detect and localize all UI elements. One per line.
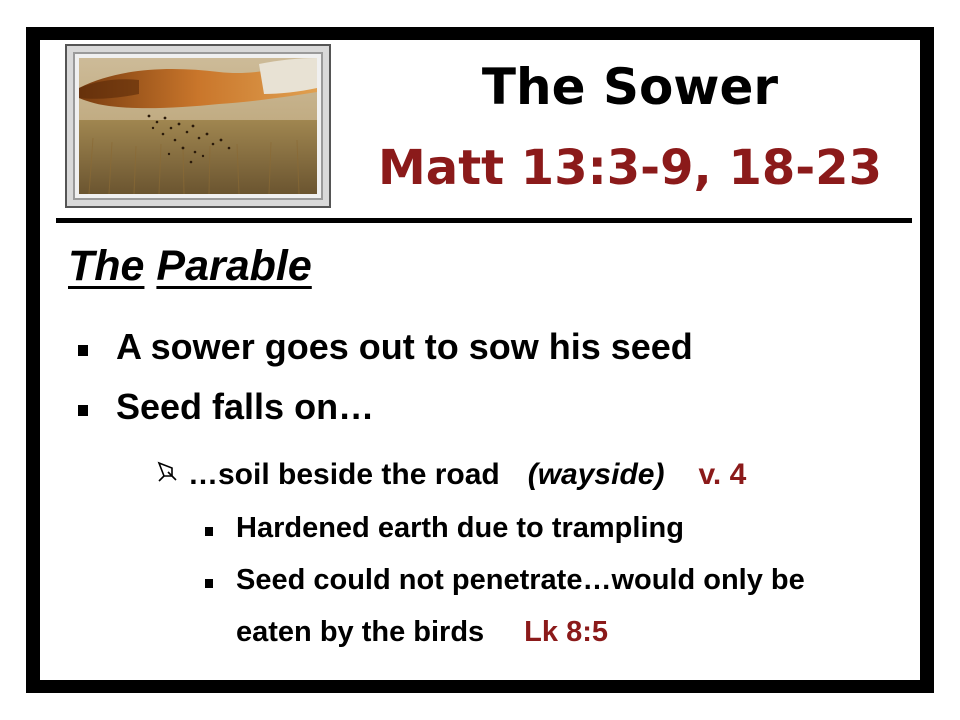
sub-bullet-soil <box>188 458 746 492</box>
sower-illustration <box>65 44 331 208</box>
detail-hardened-earth: Hardened earth due to trampling <box>236 512 684 544</box>
hand-sowing-seed-image <box>79 58 317 194</box>
scripture-reference: Matt 13:3-9, 18-23 <box>378 140 882 196</box>
detail-eaten-birds: eaten by the birds <box>236 616 485 648</box>
verse-ref-lk85: Lk 8:5 <box>524 616 608 648</box>
bullet-square-icon <box>78 405 88 416</box>
bullet-square-icon <box>205 579 213 588</box>
verse-ref-v4: v. 4 <box>698 458 747 491</box>
bullet-square-icon <box>205 527 213 536</box>
bullet-seed-falls: Seed falls on… <box>116 386 375 427</box>
title-divider <box>56 218 912 223</box>
heading-word-the: The <box>68 242 145 290</box>
detail-seed-penetrate-line2 <box>236 616 608 649</box>
detail-seed-penetrate-line1: Seed could not penetrate…would only be <box>236 564 805 596</box>
bullet-square-icon <box>78 345 88 356</box>
slide-title: The Sower <box>481 58 779 116</box>
pencil-arrow-icon <box>156 460 180 484</box>
wayside-note: (wayside) <box>527 458 665 491</box>
sub-bullet-text: …soil beside the road <box>188 458 500 491</box>
section-heading <box>68 242 312 291</box>
bullet-sow-seed: A sower goes out to sow his seed <box>116 326 693 367</box>
heading-word-parable: Parable <box>156 242 312 290</box>
